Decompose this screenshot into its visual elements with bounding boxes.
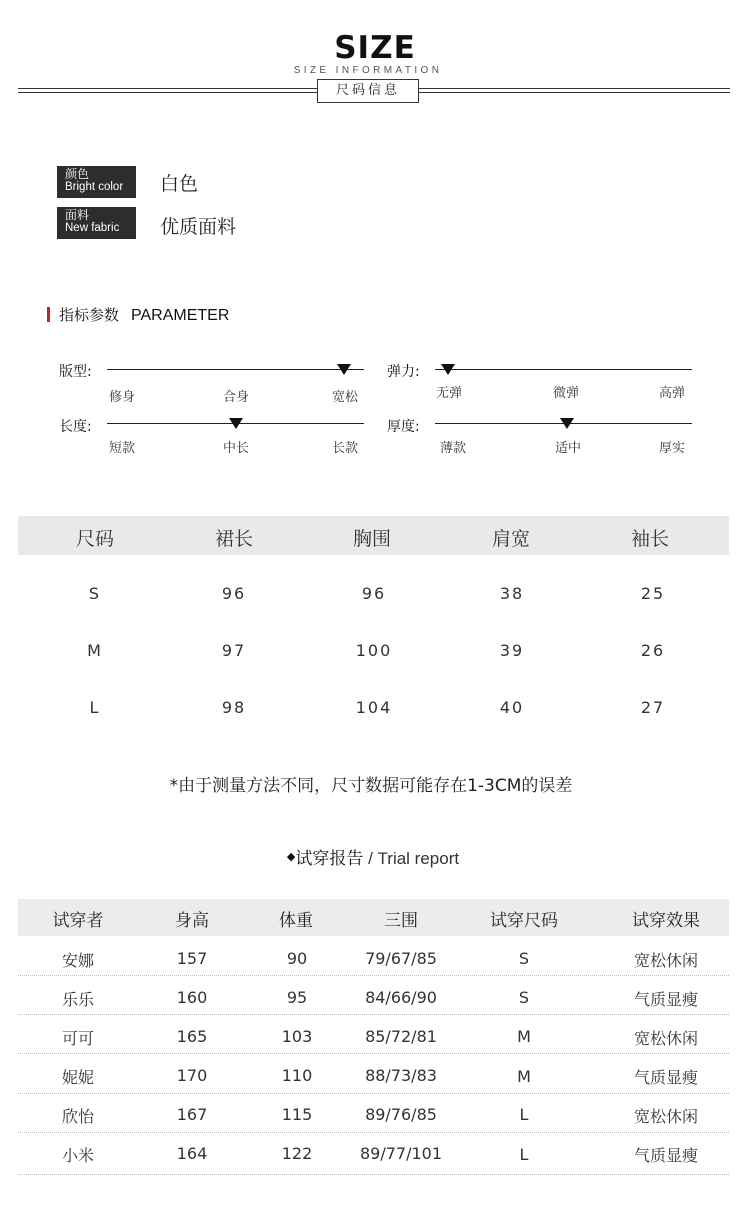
size-cell: 25	[640, 584, 666, 603]
elasticity-option: 微弹	[552, 386, 580, 401]
trial-header-cell: 试穿尺码	[490, 911, 558, 931]
fit-label: 版型:	[59, 364, 92, 380]
size-cell: 96	[221, 584, 247, 603]
trial-cell: 88/73/83	[365, 1066, 437, 1085]
trial-cell: 170	[176, 1066, 208, 1085]
size-cell: 40	[499, 698, 525, 717]
elasticity-option: 高弹	[658, 386, 686, 401]
elasticity-label: 弹力:	[387, 364, 420, 380]
size-cell: 27	[640, 698, 666, 717]
trial-cell: 157	[176, 949, 208, 968]
trial-cell: 气质显瘦	[633, 990, 698, 1009]
section-accent-bar	[47, 307, 50, 322]
row-divider	[18, 975, 729, 976]
trial-cell: 安娜	[61, 951, 94, 970]
trial-header-cell: 试穿效果	[632, 911, 700, 931]
size-cell: L	[89, 698, 101, 717]
trial-cell: 165	[176, 1027, 208, 1046]
row-divider	[18, 1053, 729, 1054]
size-table-header-cell: 肩宽	[491, 528, 530, 550]
thickness-option: 厚实	[658, 441, 686, 456]
size-cell: 104	[355, 698, 393, 717]
size-cell: 97	[221, 641, 247, 660]
row-divider	[18, 1014, 729, 1015]
trial-header-cell: 三围	[384, 911, 418, 931]
color-badge-en: Bright color	[65, 181, 124, 193]
diamond-icon: ◆	[286, 850, 296, 863]
size-info-label: 尺码信息	[317, 79, 419, 103]
trial-cell: 气质显瘦	[633, 1146, 698, 1165]
length-label: 长度:	[59, 419, 92, 435]
fit-option: 合身	[222, 390, 250, 405]
length-option: 长款	[331, 441, 359, 456]
size-cell: S	[88, 584, 102, 603]
fabric-badge	[57, 207, 136, 239]
size-table-header-cell: 裙长	[214, 528, 253, 550]
length-option: 中长	[222, 441, 250, 456]
elasticity-marker	[441, 364, 455, 375]
row-divider	[18, 1132, 729, 1133]
measurement-note: *由于测量方法不同，尺寸数据可能存在1-3CM的误差	[169, 776, 573, 796]
trial-report-title-en: / Trial report	[363, 849, 460, 868]
size-cell: M	[87, 641, 103, 660]
trial-header-cell: 体重	[279, 911, 313, 931]
trial-cell: 小米	[61, 1146, 94, 1165]
color-value: 白色	[160, 173, 199, 195]
fit-option: 宽松	[331, 390, 359, 405]
fit-option: 修身	[108, 390, 136, 405]
trial-cell: 110	[281, 1066, 313, 1085]
trial-cell: L	[519, 1105, 529, 1124]
thickness-option: 适中	[554, 441, 582, 456]
length-option: 短款	[108, 441, 136, 456]
trial-cell: L	[519, 1145, 529, 1164]
color-badge-cn: 颜色	[65, 167, 90, 181]
trial-cell: S	[518, 949, 530, 968]
trial-header-cell: 身高	[175, 911, 209, 931]
size-table-header-cell: 胸围	[352, 528, 391, 550]
trial-cell: 89/76/85	[365, 1105, 437, 1124]
row-divider	[18, 1174, 729, 1175]
trial-cell: M	[517, 1027, 531, 1046]
trial-cell: 167	[176, 1105, 208, 1124]
parameter-title-en: PARAMETER	[131, 307, 230, 324]
trial-cell: M	[517, 1067, 531, 1086]
size-cell: 96	[361, 584, 387, 603]
trial-cell: 乐乐	[61, 990, 94, 1009]
trial-report-title	[0, 844, 746, 869]
trial-header-cell: 试穿者	[52, 911, 104, 931]
trial-cell: 95	[286, 988, 308, 1007]
size-title: SIZE	[334, 30, 416, 66]
trial-cell: 164	[176, 1144, 208, 1163]
trial-cell: 妮妮	[61, 1068, 94, 1087]
trial-cell: 气质显瘦	[633, 1068, 698, 1087]
trial-cell: 宽松休闲	[633, 1107, 698, 1126]
elasticity-scale	[435, 369, 692, 370]
trial-cell: 103	[281, 1027, 313, 1046]
trial-cell: 宽松休闲	[633, 1029, 698, 1048]
trial-report-title-cn: 试穿报告	[295, 849, 364, 869]
thickness-label: 厚度:	[387, 419, 420, 435]
trial-cell: 122	[281, 1144, 313, 1163]
trial-cell: 90	[286, 949, 308, 968]
thickness-marker	[560, 418, 574, 429]
row-divider	[18, 1093, 729, 1094]
size-cell: 26	[640, 641, 666, 660]
elasticity-option: 无弹	[435, 386, 463, 401]
trial-cell: 85/72/81	[365, 1027, 437, 1046]
thickness-option: 薄款	[439, 441, 467, 456]
size-table-header-cell: 尺码	[75, 528, 114, 550]
trial-cell: 79/67/85	[365, 949, 437, 968]
size-table-header-cell: 袖长	[630, 528, 669, 550]
size-subtitle: SIZE INFORMATION	[293, 65, 443, 76]
trial-cell: S	[518, 988, 530, 1007]
color-badge	[57, 166, 136, 198]
size-cell: 39	[499, 641, 525, 660]
fit-scale	[107, 369, 364, 370]
size-cell: 38	[499, 584, 525, 603]
fit-marker	[337, 364, 351, 375]
trial-cell: 欣怡	[61, 1107, 94, 1126]
trial-cell: 84/66/90	[365, 988, 437, 1007]
parameter-title	[59, 304, 229, 325]
fabric-badge-en: New fabric	[65, 222, 120, 234]
length-marker	[229, 418, 243, 429]
trial-cell: 115	[281, 1105, 313, 1124]
trial-cell: 89/77/101	[359, 1144, 443, 1163]
fabric-value: 优质面料	[160, 216, 237, 238]
parameter-title-cn: 指标参数	[59, 306, 120, 324]
size-cell: 100	[355, 641, 393, 660]
trial-cell: 宽松休闲	[633, 951, 698, 970]
fabric-badge-cn: 面料	[65, 208, 90, 222]
size-cell: 98	[221, 698, 247, 717]
trial-cell: 160	[176, 988, 208, 1007]
trial-cell: 可可	[61, 1029, 94, 1048]
